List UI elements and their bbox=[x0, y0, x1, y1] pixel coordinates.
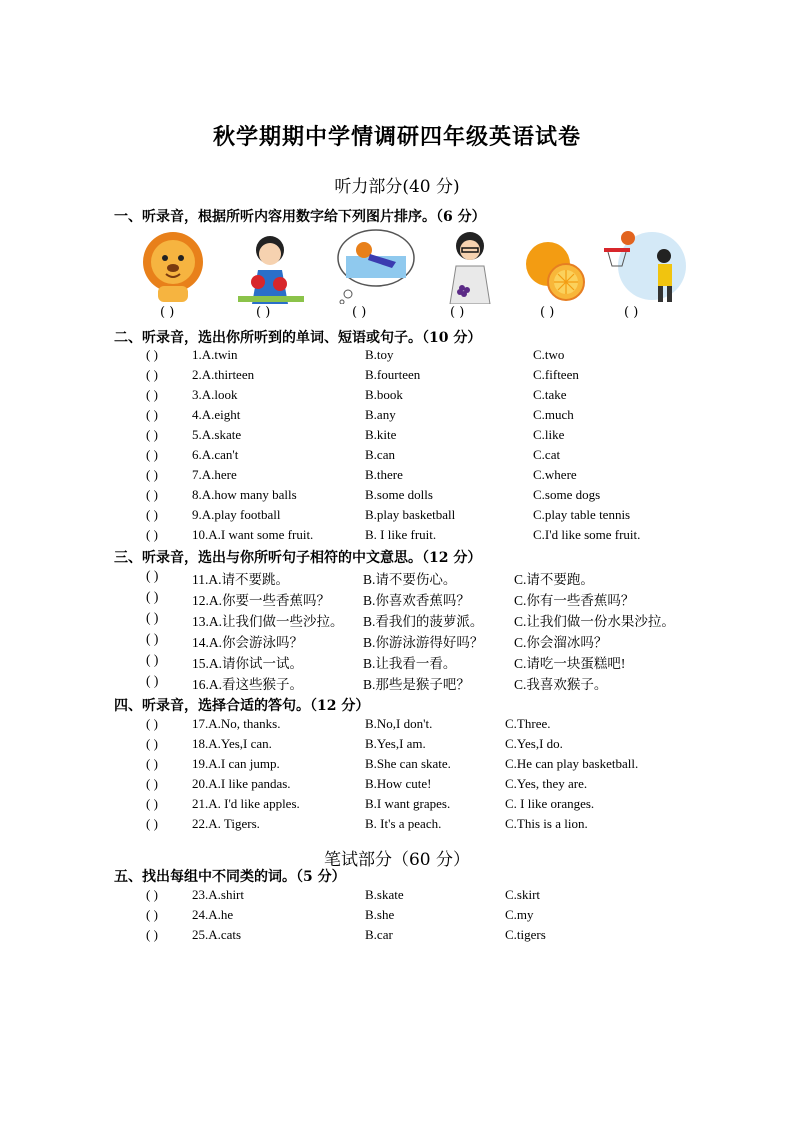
question-row bbox=[146, 407, 706, 427]
girl-with-apples-icon bbox=[234, 228, 308, 304]
option-c: C. I like oranges. bbox=[505, 796, 595, 811]
option-a: 16.A.看这些猴子。 bbox=[192, 677, 303, 692]
option-b: B.How cute! bbox=[365, 776, 432, 791]
option-c: C.I'd like some fruit. bbox=[533, 527, 641, 542]
answer-bracket[interactable]: ( ) bbox=[624, 305, 639, 320]
option-a: 12.A.你要一些香蕉吗？ bbox=[192, 593, 330, 608]
option-c: C.fifteen bbox=[533, 367, 579, 382]
option-c: C.我喜欢猴子。 bbox=[514, 677, 608, 692]
option-a: 6.A.can't bbox=[192, 447, 239, 462]
answer-bracket[interactable]: ( ) bbox=[146, 907, 158, 922]
option-b: B.kite bbox=[365, 427, 397, 442]
answer-bracket[interactable]: ( ) bbox=[146, 716, 158, 731]
option-a: 14.A.你会游泳吗？ bbox=[192, 635, 303, 650]
option-a: 4.A.eight bbox=[192, 407, 241, 422]
answer-bracket[interactable]: ( ) bbox=[146, 652, 159, 667]
option-b: B.I want grapes. bbox=[365, 796, 451, 811]
answer-bracket[interactable]: ( ) bbox=[146, 589, 159, 604]
option-b: B.She can skate. bbox=[365, 756, 451, 771]
option-c: C.This is a lion. bbox=[505, 816, 588, 831]
option-a: 23.A.shirt bbox=[192, 887, 244, 902]
question-row bbox=[146, 907, 706, 927]
answer-bracket[interactable]: ( ) bbox=[146, 927, 158, 942]
question-row bbox=[146, 387, 706, 407]
option-a: 20.A.I like pandas. bbox=[192, 776, 291, 791]
option-b: B.看我们的菠萝派。 bbox=[363, 614, 484, 629]
question-row bbox=[146, 756, 706, 776]
option-c: C.two bbox=[533, 347, 565, 362]
option-a: 10.A.I want some fruit. bbox=[192, 527, 314, 542]
answer-bracket[interactable]: ( ) bbox=[146, 507, 158, 522]
answer-bracket[interactable]: ( ) bbox=[146, 631, 159, 646]
answer-bracket[interactable]: ( ) bbox=[160, 305, 175, 320]
answer-bracket[interactable]: ( ) bbox=[146, 387, 158, 402]
option-b: B.any bbox=[365, 407, 396, 422]
part-listening-heading: 听力部分(40 分) bbox=[334, 177, 460, 197]
option-b: B.skate bbox=[365, 887, 404, 902]
question-row bbox=[146, 467, 706, 487]
option-c: C.Three. bbox=[505, 716, 551, 731]
section-3-heading: 三、听录音，选出与你所听句子相符的中文意思。（12 分） bbox=[114, 550, 482, 566]
option-c: C.请吃一块蛋糕吧! bbox=[514, 656, 626, 671]
option-a: 19.A.I can jump. bbox=[192, 756, 280, 771]
section-1-heading: 一、听录音，根据所听内容用数字给下列图片排序。（6 分） bbox=[114, 209, 486, 225]
option-b: B.toy bbox=[365, 347, 394, 362]
answer-bracket[interactable]: ( ) bbox=[146, 673, 159, 688]
option-a: 22.A. Tigers. bbox=[192, 816, 260, 831]
answer-bracket[interactable]: ( ) bbox=[146, 487, 158, 502]
option-a: 18.A.Yes,I can. bbox=[192, 736, 272, 751]
answer-bracket[interactable]: ( ) bbox=[146, 776, 158, 791]
option-b: B. I like fruit. bbox=[365, 527, 437, 542]
question-row bbox=[146, 652, 706, 672]
option-c: C.让我们做一份水果沙拉。 bbox=[514, 614, 675, 629]
question-row bbox=[146, 367, 706, 387]
answer-bracket[interactable]: ( ) bbox=[146, 447, 158, 462]
option-b: B.she bbox=[365, 907, 395, 922]
woman-with-grapes-icon bbox=[440, 228, 500, 304]
answer-bracket[interactable]: ( ) bbox=[540, 305, 555, 320]
question-row bbox=[146, 507, 706, 527]
option-c: C.some dogs bbox=[533, 487, 601, 502]
question-row bbox=[146, 927, 706, 947]
question-row bbox=[146, 736, 706, 756]
answer-bracket[interactable]: ( ) bbox=[146, 796, 158, 811]
option-b: B.那些是猴子吧？ bbox=[363, 677, 470, 692]
option-a: 8.A.how many balls bbox=[192, 487, 297, 502]
question-row bbox=[146, 610, 706, 630]
option-a: 17.A.No, thanks. bbox=[192, 716, 281, 731]
option-b: B.book bbox=[365, 387, 403, 402]
answer-bracket[interactable]: ( ) bbox=[146, 736, 158, 751]
question-row bbox=[146, 487, 706, 507]
option-b: B.there bbox=[365, 467, 403, 482]
question-row bbox=[146, 776, 706, 796]
question-row bbox=[146, 347, 706, 367]
question-row bbox=[146, 568, 706, 588]
answer-bracket[interactable]: ( ) bbox=[146, 756, 158, 771]
option-b: B. It's a peach. bbox=[365, 816, 442, 831]
option-c: C.tigers bbox=[505, 927, 546, 942]
option-c: C.请不要跑。 bbox=[514, 572, 594, 587]
oranges-icon bbox=[522, 228, 586, 304]
option-a: 13.A.让我们做一些沙拉。 bbox=[192, 614, 344, 629]
question-row bbox=[146, 673, 706, 693]
answer-bracket[interactable]: ( ) bbox=[450, 305, 465, 320]
answer-bracket[interactable]: ( ) bbox=[352, 305, 367, 320]
question-row bbox=[146, 816, 706, 836]
section-2-heading: 二、听录音，选出你所听到的单词、短语或句子。（10 分） bbox=[114, 330, 482, 346]
question-row bbox=[146, 589, 706, 609]
answer-bracket[interactable]: ( ) bbox=[256, 305, 271, 320]
answer-bracket[interactable]: ( ) bbox=[146, 467, 158, 482]
picture-order-brackets bbox=[150, 305, 710, 323]
option-c: C.cat bbox=[533, 447, 561, 462]
exam-title: 秋学期期中学情调研四年级英语试卷 bbox=[212, 124, 581, 150]
option-c: C.much bbox=[533, 407, 574, 422]
option-b: B.car bbox=[365, 927, 393, 942]
answer-bracket[interactable]: ( ) bbox=[146, 407, 158, 422]
option-a: 15.A.请你试一试。 bbox=[192, 656, 303, 671]
question-row bbox=[146, 527, 706, 547]
option-c: C.skirt bbox=[505, 887, 541, 902]
section-5-heading: 五、找出每组中不同类的词。（5 分） bbox=[114, 869, 346, 885]
answer-bracket[interactable]: ( ) bbox=[146, 427, 158, 442]
boy-swimming-icon bbox=[334, 228, 416, 304]
option-b: B.No,I don't. bbox=[365, 716, 433, 731]
option-a: 9.A.play football bbox=[192, 507, 281, 522]
option-c: C.你会溜冰吗？ bbox=[514, 635, 608, 650]
option-a: 7.A.here bbox=[192, 467, 237, 482]
option-c: C.where bbox=[533, 467, 577, 482]
option-a: 11.A.请不要跳。 bbox=[192, 572, 289, 587]
boy-basketball-icon bbox=[602, 228, 688, 304]
question-row bbox=[146, 447, 706, 467]
question-row bbox=[146, 716, 706, 736]
answer-bracket[interactable]: ( ) bbox=[146, 367, 158, 382]
option-a: 21.A. I'd like apples. bbox=[192, 796, 300, 811]
option-b: B.some dolls bbox=[365, 487, 433, 502]
option-c: C.Yes, they are. bbox=[505, 776, 588, 791]
answer-bracket[interactable]: ( ) bbox=[146, 610, 159, 625]
answer-bracket[interactable]: ( ) bbox=[146, 527, 158, 542]
option-b: B.play basketball bbox=[365, 507, 456, 522]
option-b: B.fourteen bbox=[365, 367, 421, 382]
option-b: B.请不要伤心。 bbox=[363, 572, 457, 587]
part-written-heading: 笔试部分（60 分） bbox=[323, 850, 471, 870]
option-c: C.like bbox=[533, 427, 565, 442]
option-b: B.can bbox=[365, 447, 395, 462]
option-c: C.play table tennis bbox=[533, 507, 631, 522]
option-a: 25.A.cats bbox=[192, 927, 242, 942]
answer-bracket[interactable]: ( ) bbox=[146, 347, 158, 362]
option-c: C.take bbox=[533, 387, 567, 402]
option-b: B.你游泳游得好吗？ bbox=[363, 635, 484, 650]
picture-row bbox=[138, 228, 698, 306]
section-4-heading: 四、听录音，选择合适的答句。（12 分） bbox=[114, 698, 370, 714]
question-row bbox=[146, 427, 706, 447]
option-b: B.你喜欢香蕉吗？ bbox=[363, 593, 470, 608]
option-a: 3.A.look bbox=[192, 387, 238, 402]
question-row bbox=[146, 796, 706, 816]
question-row bbox=[146, 887, 706, 907]
answer-bracket[interactable]: ( ) bbox=[146, 568, 159, 583]
option-b: B.让我看一看。 bbox=[363, 656, 457, 671]
option-b: B.Yes,I am. bbox=[365, 736, 426, 751]
answer-bracket[interactable]: ( ) bbox=[146, 816, 158, 831]
option-a: 2.A.thirteen bbox=[192, 367, 255, 382]
question-row bbox=[146, 631, 706, 651]
option-a: 5.A.skate bbox=[192, 427, 242, 442]
lion-icon bbox=[138, 228, 208, 304]
option-c: C.He can play basketball. bbox=[505, 756, 639, 771]
option-c: C.你有一些香蕉吗？ bbox=[514, 593, 635, 608]
option-a: 24.A.he bbox=[192, 907, 234, 922]
option-c: C.Yes,I do. bbox=[505, 736, 563, 751]
option-a: 1.A.twin bbox=[192, 347, 238, 362]
option-c: C.my bbox=[505, 907, 534, 922]
answer-bracket[interactable]: ( ) bbox=[146, 887, 158, 902]
